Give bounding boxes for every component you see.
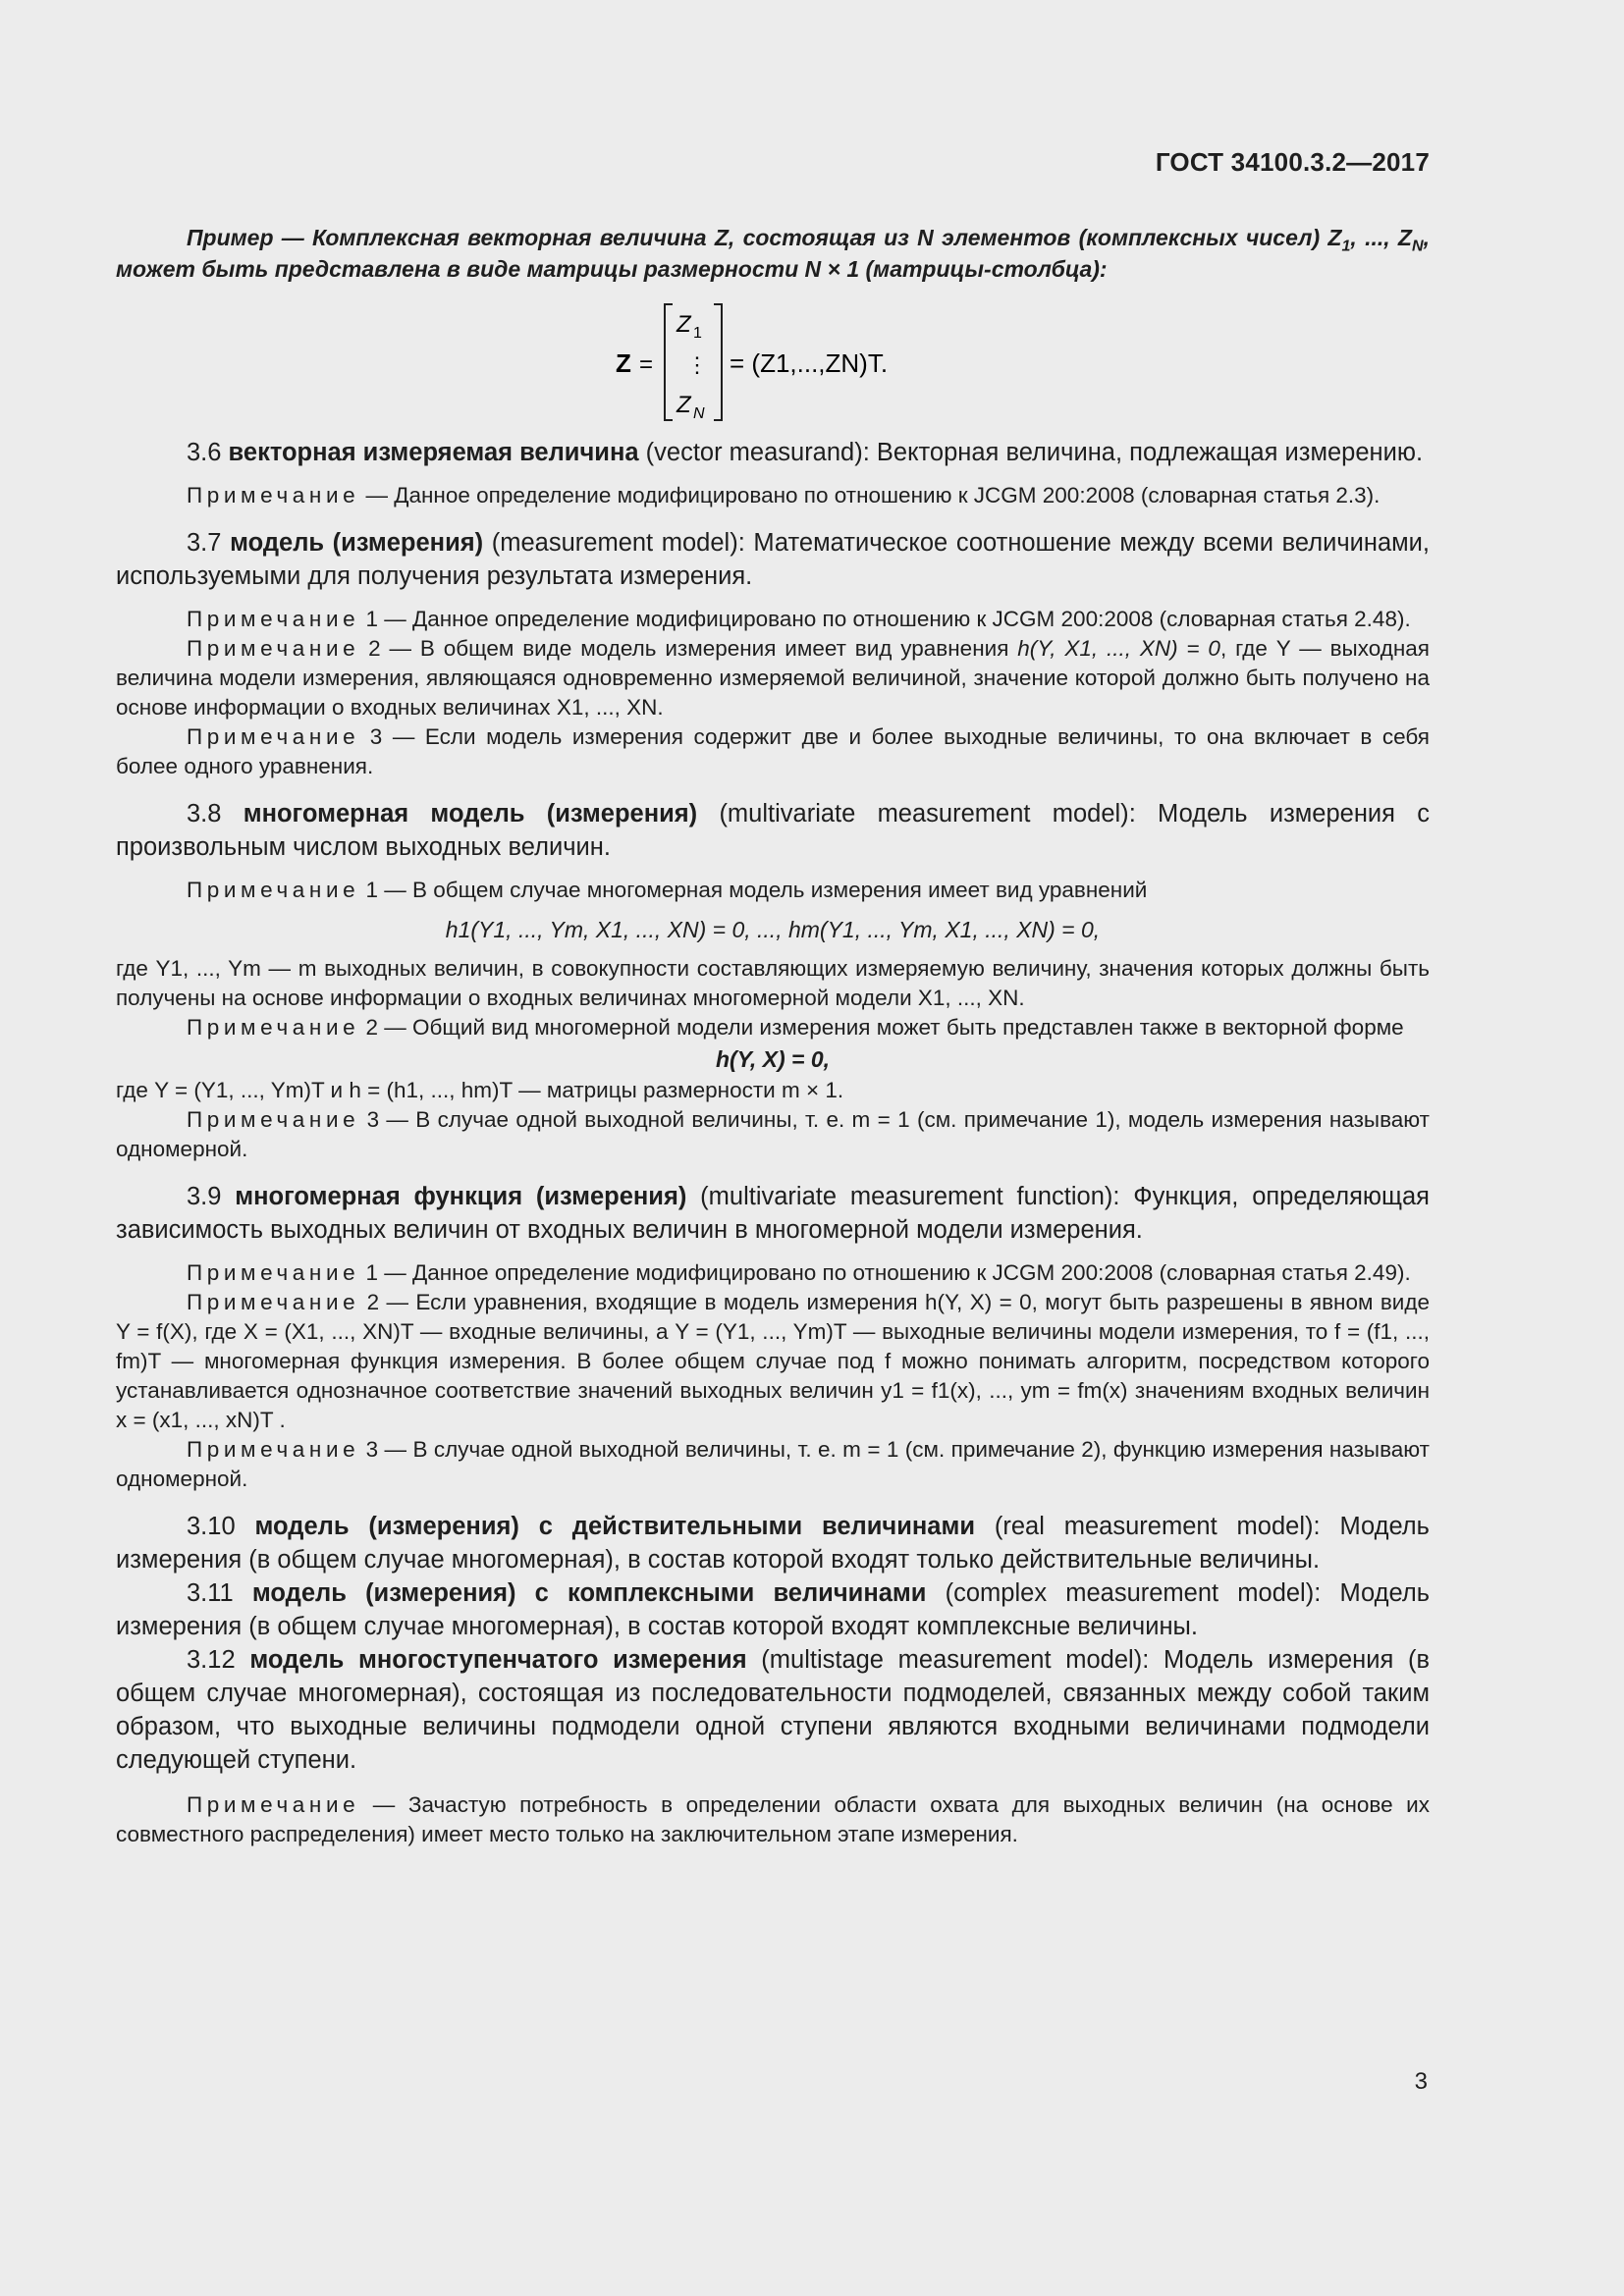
note-3-6: Примечание — Данное определение модифицировано по отношению к JCGM 200:2008 (словарная статья 2.3). — [187, 483, 1380, 507]
equation-3-8-1: h1(Y1, ..., Ym, X1, ..., XN) = 0, ..., hm(Y1, ..., Ym, X1, ..., XN) = 0, — [445, 917, 1101, 942]
matrix-top-sub: 1 — [693, 325, 702, 342]
note-3-9-2: Примечание 2 — Если уравнения, входящие в модель измерения h(Y, X) = 0, могут быть разрешены в явном виде Y = f(X), где X = (X1, ..., XN)T — входные величины, а Y = (Y1, ..., Ym)T — выходные величины модели измерения, то f = (f1, ..., fm)T — многомерная функция измерения. В более общем случае под f можно понимать алгоритм, посредством которого устанавливается однозначное соответствие значений выходных величин y1 = f1(x), ..., ym = fm(x) значениям входных величин x = (x1, ..., xN)T . — [116, 1290, 1430, 1432]
note-3-7-3: Примечание 3 — Если модель измерения содержит две и более выходные величины, то она включает в себя более одного уравнения. — [116, 724, 1430, 778]
note-3-7-2: Примечание 2 — В общем виде модель измерения имеет вид уравнения h(Y, X1, ..., XN) = 0, где Y — выходная величина модели измерения, являющаяся одновременно измеряемой величиной, значение которой должно быть получено на основе информации о входных величинах X1, ..., XN. — [116, 636, 1430, 720]
formula-rhs: = (Z1,...,ZN)T. — [730, 348, 889, 378]
section-3-10: 3.10 модель (измерения) с действительными величинами (real measurement model): Модель измерения (в общем случае многомерная), в состав которой входят только действительные величины. — [116, 1513, 1430, 1574]
matrix-formula — [155, 298, 1430, 426]
note-3-8-3: Примечание 3 — В случае одной выходной величины, т. е. m = 1 (см. примечание 1), модель измерения называют одномерной. — [116, 1107, 1430, 1161]
matrix-bottom: Z — [677, 392, 691, 418]
example-paragraph: Пример — Комплексная векторная величина Z, состоящая из N элементов (комплексных чисел) $Z_1$, ..., $Z_N$, может быть представлена в виде матрицы размерности N × 1 (матрицы-столбца): — [116, 225, 1430, 282]
note-3-12: Примечание — Зачастую потребность в определении области охвата для выходных величин (на основе их совместного распределения) имеет место только на заключительном этапе измерения. — [116, 1792, 1430, 1846]
section-3-6: 3.6 векторная измеряемая величина (vector measurand): Векторная величина, подлежащая измерению. — [187, 439, 1424, 466]
matrix-dots: ⋮ — [686, 352, 708, 377]
section-3-11: 3.11 модель (измерения) с комплексными величинами (complex measurement model): Модель измерения (в общем случае многомерная), в состав которой входят комплексные величины. — [116, 1579, 1430, 1640]
note-3-7-1: Примечание 1 — Данное определение модифицировано по отношению к JCGM 200:2008 (словарная статья 2.48). — [187, 607, 1411, 631]
section-3-12: 3.12 модель многоступенчатого измерения (multistage measurement model): Модель измерения (в общем случае многомерная), состоящая из последовательности подмоделей, связанных между собой таким образом, что выходные величины подмодели одной ступени являются входными величинами подмодели следующей ступени. — [116, 1646, 1431, 1774]
note-3-8-2-cont: где Y = (Y1, ..., Ym)T и h = (h1, ..., hm)T — матрицы размерности m × 1. — [116, 1078, 844, 1102]
section-3-9: 3.9 многомерная функция (измерения) (multivariate measurement function): Функция, определяющая зависимость выходных величин от входных величин в многомерной модели измерения. — [116, 1183, 1430, 1244]
matrix-top: Z — [677, 311, 691, 338]
section-3-7: 3.7 модель (измерения) (measurement model): Математическое соотношение между всеми величинами, используемыми для получения результата измерения. — [116, 529, 1431, 590]
note-3-8-1: Примечание 1 — В общем случае многомерная модель измерения имеет вид уравнений — [187, 878, 1148, 902]
matrix-bottom-sub: N — [693, 405, 705, 422]
section-3-8: 3.8 многомерная модель (измерения) (multivariate measurement model): Модель измерения с произвольным числом выходных величин. — [116, 800, 1430, 861]
matrix-formula-svg — [616, 298, 969, 426]
note-3-8-1-cont: где Y1, ..., Ym — m выходных величин, в совокупности составляющих измеряемую величину, значения которых должны быть получены на основе информации о входных величинах многомерной модели X1, ..., XN. — [116, 956, 1430, 1010]
formula-lhs: Z — [616, 348, 631, 378]
document-header: ГОСТ 34100.3.2—2017 — [1155, 147, 1430, 177]
page-number: 3 — [1414, 2068, 1428, 2095]
note-3-8-2: Примечание 2 — Общий вид многомерной модели измерения может быть представлен также в векторной форме — [187, 1015, 1404, 1040]
equation-3-8-2: h(Y, X) = 0, — [715, 1046, 831, 1072]
note-3-9-1: Примечание 1 — Данное определение модифицировано по отношению к JCGM 200:2008 (словарная статья 2.49). — [187, 1260, 1411, 1285]
formula-eq: = — [639, 351, 654, 378]
document-body — [116, 222, 1430, 1849]
note-3-9-3: Примечание 3 — В случае одной выходной величины, т. е. m = 1 (см. примечание 2), функцию измерения называют одномерной. — [116, 1437, 1430, 1491]
